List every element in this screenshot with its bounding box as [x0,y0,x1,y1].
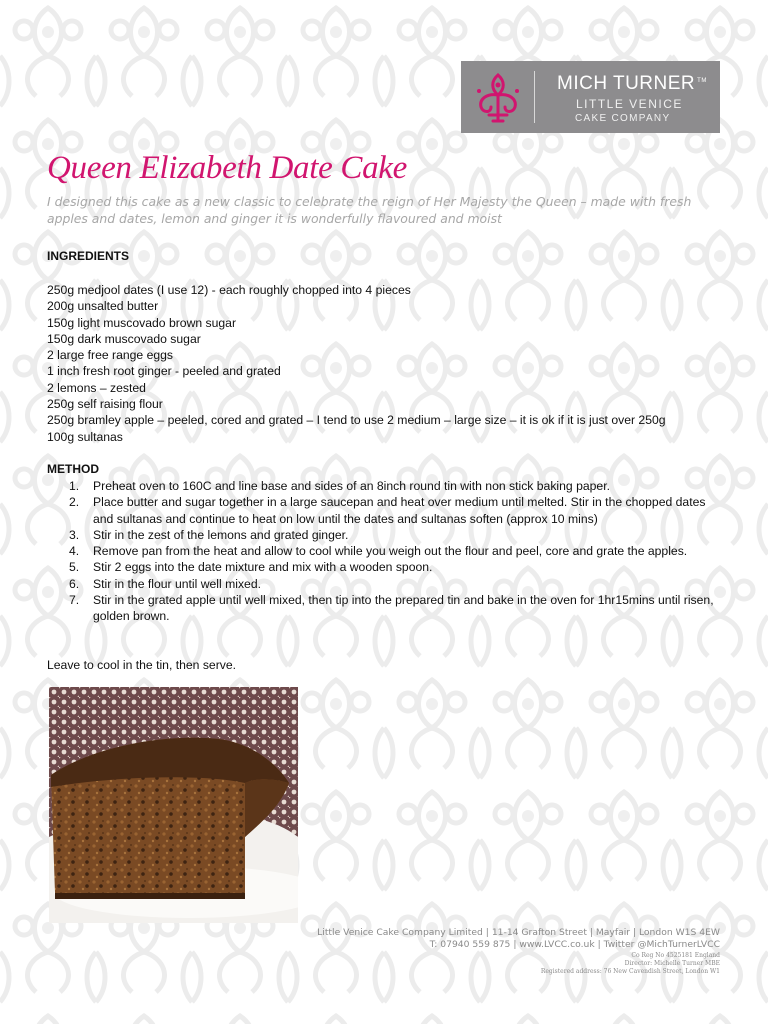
method-list [47,478,727,625]
recipe-title: Queen Elizabeth Date Cake [47,150,407,186]
method-step [47,494,727,527]
step-number: 6. [69,576,80,591]
step-number: 1. [69,479,80,493]
method-step [47,559,727,575]
ingredients-list [47,282,737,445]
ingredient-item: 1 inch fresh root ginger - peeled and grated [47,364,281,379]
ingredient-item: 150g light muscovado brown sugar [47,315,237,330]
method-step [47,576,727,592]
ingredient-item: 100g sultanas [47,429,123,444]
recipe-intro: I designed this cake as a new classic to celebrate the reign of Her Majesty the Queen – made with fresh apples and dates, lemon and ginger it is wonderfully flavoured and moist [47,194,692,226]
step-text: Stir 2 eggs into the date mixture and mix with a wooden spoon. [93,560,433,575]
ingredient-item: 250g bramley apple – peeled, cored and grated – I tend to use 2 medium – large size – it is ok if it is just over 250g [47,413,666,428]
closing-instruction: Leave to cool in the tin, then serve. [47,658,237,672]
step-text: Preheat oven to 160C and line base and sides of an 8inch round tin with non stick baking paper. [93,479,610,493]
step-number: 2. [69,495,80,510]
company-logo [461,61,720,133]
step-number: 7. [69,593,80,608]
step-number: 3. [69,527,80,542]
method-heading: METHOD [47,462,99,476]
footer-registered-address: Registered address: 76 New Cavendish Street, London W1 [540,968,720,975]
logo-brand: MICH TURNER ™ [557,73,707,94]
cake-photo [49,687,298,923]
step-text: Stir in the flour until well mixed. [93,576,261,591]
method-step [47,543,727,559]
ingredient-item: 250g medjool dates (I use 12) - each roughly chopped into 4 pieces [47,283,411,297]
ingredients-heading: INGREDIENTS [47,249,130,263]
step-text: Remove pan from the heat and allow to cool while you weigh out the flour and peel, core and grate the apples. [93,544,688,559]
logo-line-little-venice: LITTLE VENICE [576,97,683,111]
logo-divider [534,71,535,123]
footer-director: Director: Michelle Turner MBE [624,960,720,967]
footer-company-reg: Co Reg No 4525181 England [631,952,720,959]
step-text: Stir in the grated apple until well mixed, then tip into the prepared tin and bake in the oven for 1hr15mins until risen, golden brown. [93,593,714,624]
footer-company-address: Little Venice Cake Company Limited | 11-14 Grafton Street | Mayfair | London W1S 4EW [317,927,720,938]
fleur-emblem-icon [469,69,527,125]
ingredient-item: 200g unsalted butter [47,299,159,314]
step-number: 5. [69,560,80,575]
footer-contact: T: 07940 559 875 | www.LVCC.co.uk | Twitter @MichTurnerLVCC [429,939,720,950]
method-step [47,527,727,543]
logo-trademark: TM [697,77,707,84]
logo-line-cake-company: CAKE COMPANY [575,113,671,124]
step-text: Stir in the zest of the lemons and grated ginger. [93,527,349,542]
step-text: Place butter and sugar together in a large saucepan and heat over medium until melted. Stir in the chopped dates and sultanas and continue to heat on low until the dates and sultanas soften (approx 10 mins) [93,495,706,526]
ingredient-item: 2 large free range eggs [47,348,174,363]
step-number: 4. [69,544,80,559]
ingredient-item: 150g dark muscovado sugar [47,331,201,346]
method-step [47,478,727,494]
ingredient-item: 2 lemons – zested [47,380,146,395]
method-step [47,592,727,625]
ingredient-item: 250g self raising flour [47,397,163,412]
